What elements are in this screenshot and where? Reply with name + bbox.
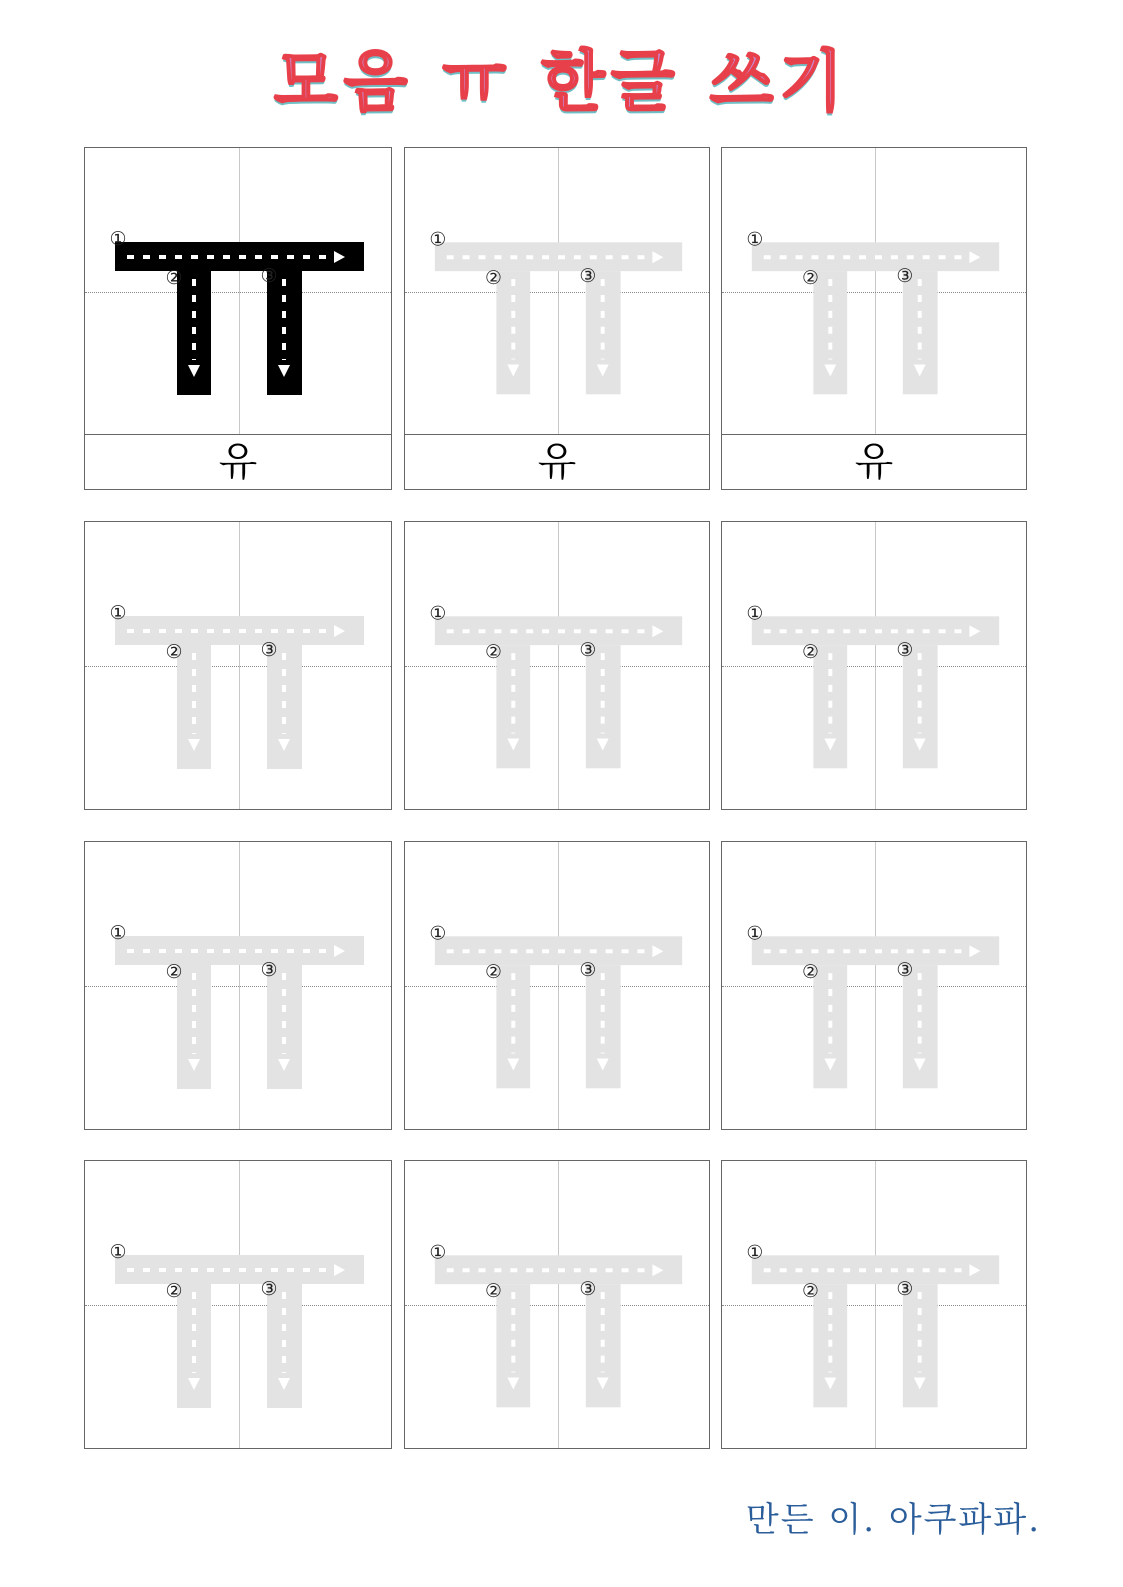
stroke-order-number: ① bbox=[746, 1241, 764, 1264]
stroke-order-number: ① bbox=[429, 1241, 447, 1264]
stroke-order-number: ① bbox=[109, 922, 127, 944]
model-writing-box[interactable] bbox=[84, 147, 392, 490]
letter-yu-glyph bbox=[405, 1161, 711, 1450]
letter-yu-glyph bbox=[722, 842, 1028, 1131]
stroke-order-number: ① bbox=[746, 922, 764, 945]
stroke-order-number: ③ bbox=[896, 639, 914, 662]
stroke-order-number: ② bbox=[801, 267, 819, 290]
letter-yu-glyph bbox=[405, 522, 711, 811]
letter-yu-glyph bbox=[405, 148, 711, 437]
stroke-order-number: ① bbox=[746, 228, 764, 251]
tracing-box[interactable] bbox=[404, 147, 710, 490]
stroke-order-number: ① bbox=[109, 602, 127, 624]
stroke-order-number: ② bbox=[801, 1280, 819, 1303]
stroke-order-number: ③ bbox=[260, 639, 278, 661]
tracing-box[interactable] bbox=[721, 147, 1027, 490]
tracing-box[interactable] bbox=[84, 841, 392, 1130]
stroke-order-number: ① bbox=[429, 602, 447, 625]
stroke-order-number: ① bbox=[429, 922, 447, 945]
stroke-order-number: ③ bbox=[260, 959, 278, 981]
stroke-order-number: ① bbox=[429, 228, 447, 251]
stroke-order-number: ③ bbox=[260, 265, 278, 287]
stroke-order-number: ② bbox=[801, 641, 819, 664]
author-credit: 만든 이. 아쿠파파. bbox=[745, 1500, 1041, 1540]
syllable-label: 유 bbox=[405, 434, 709, 489]
tracing-box[interactable] bbox=[721, 1160, 1027, 1449]
stroke-order-number: ② bbox=[484, 267, 502, 290]
stroke-order-number: ② bbox=[165, 267, 183, 289]
letter-yu-glyph bbox=[85, 842, 393, 1131]
letter-yu-glyph bbox=[722, 148, 1028, 437]
stroke-order-number: ① bbox=[109, 1241, 127, 1263]
stroke-order-number: ② bbox=[484, 961, 502, 984]
tracing-box[interactable] bbox=[404, 1160, 710, 1449]
syllable-label: 유 bbox=[722, 434, 1026, 489]
tracing-box[interactable] bbox=[404, 521, 710, 810]
stroke-order-number: ② bbox=[801, 961, 819, 984]
stroke-order-number: ② bbox=[165, 961, 183, 983]
tracing-box[interactable] bbox=[721, 521, 1027, 810]
letter-yu-glyph bbox=[722, 522, 1028, 811]
tracing-box[interactable] bbox=[84, 521, 392, 810]
page-title: 모음 ㅠ 한글 쓰기 bbox=[273, 43, 850, 120]
tracing-box[interactable] bbox=[721, 841, 1027, 1130]
stroke-order-number: ② bbox=[484, 641, 502, 664]
syllable-label: 유 bbox=[85, 434, 391, 489]
stroke-order-number: ③ bbox=[896, 959, 914, 982]
stroke-order-number: ③ bbox=[579, 959, 597, 982]
stroke-order-number: ③ bbox=[579, 639, 597, 662]
letter-yu-glyph bbox=[722, 1161, 1028, 1450]
stroke-order-number: ③ bbox=[896, 265, 914, 288]
stroke-order-number: ③ bbox=[896, 1278, 914, 1301]
letter-yu-glyph bbox=[85, 148, 393, 437]
letter-yu-glyph bbox=[405, 842, 711, 1131]
stroke-order-number: ③ bbox=[579, 265, 597, 288]
letter-yu-glyph bbox=[85, 1161, 393, 1450]
tracing-box[interactable] bbox=[84, 1160, 392, 1449]
stroke-order-number: ② bbox=[484, 1280, 502, 1303]
stroke-order-number: ① bbox=[746, 602, 764, 625]
stroke-order-number: ② bbox=[165, 1280, 183, 1302]
letter-yu-glyph bbox=[85, 522, 393, 811]
stroke-order-number: ② bbox=[165, 641, 183, 663]
tracing-box[interactable] bbox=[404, 841, 710, 1130]
stroke-order-number: ③ bbox=[260, 1278, 278, 1300]
stroke-order-number: ① bbox=[109, 228, 127, 250]
stroke-order-number: ③ bbox=[579, 1278, 597, 1301]
